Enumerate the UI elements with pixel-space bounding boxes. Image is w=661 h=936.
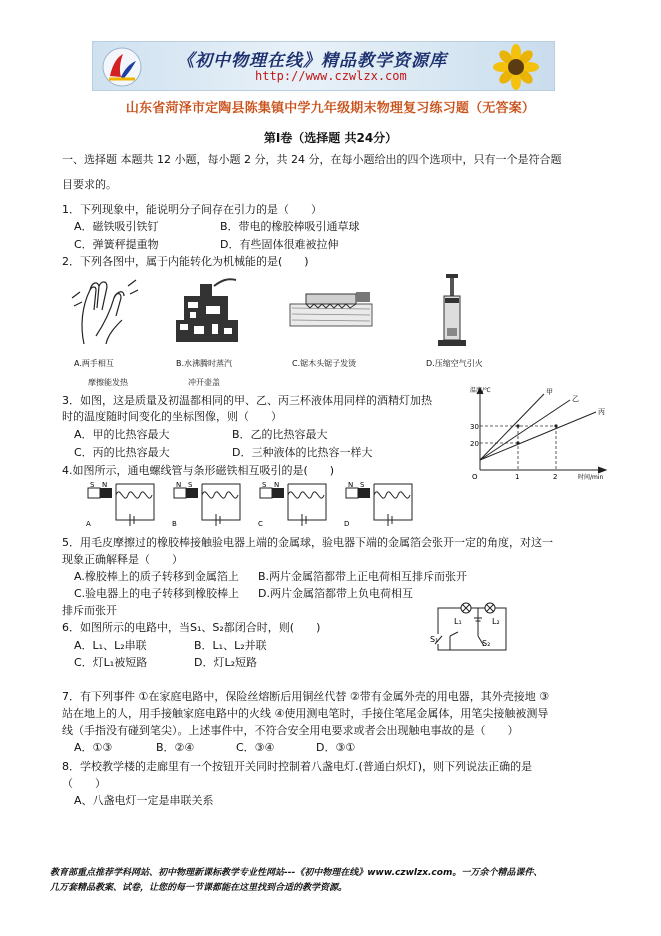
q7-option-c: C．③④ xyxy=(236,741,275,754)
q2-caption-b-1: B.水沸腾时蒸汽 xyxy=(176,359,233,368)
graph-y-tick-30: 30 xyxy=(470,423,479,431)
graph-series-bing: 丙 xyxy=(598,408,605,416)
graph-x-axis-label: 时间/min xyxy=(578,474,604,480)
q3-option-d: D．三种液体的比热容一样大 xyxy=(232,446,373,459)
graph-x-tick-2: 2 xyxy=(553,473,558,480)
graph-y-tick-20: 20 xyxy=(470,440,479,448)
q7-line-2: 站在地上的人，用手接触家庭电路中的火线 ④使用测电笔时，手接住笔尾金属体，用笔尖接触被测导 xyxy=(62,707,549,720)
q2-caption-d: D.压缩空气引火 xyxy=(426,359,483,368)
q1-option-a: A．磁铁吸引铁钉 xyxy=(74,220,159,233)
q3-option-b: B．乙的比热容最大 xyxy=(232,428,328,441)
graph-x-tick-1: 1 xyxy=(515,473,520,480)
q5-option-a: A.橡胶棒上的质子转移到金属箔上 xyxy=(74,570,239,583)
kettle-boiling-icon xyxy=(170,276,244,348)
q6-option-b: B．L₁、L₂并联 xyxy=(194,639,267,652)
q4-stem: 4.如图所示，通电螺线管与条形磁铁相互吸引的是( ) xyxy=(62,464,335,477)
option-label-d: D xyxy=(344,520,350,528)
q6-option-a: A．L₁、L₂串联 xyxy=(74,639,147,652)
q7-option-d: D．③① xyxy=(316,741,356,754)
footer-line-1: 教育部重点推荐学科网站、初中物理新课标教学专业性网站---《初中物理在线》www.czwlzx.com。一万余个精品课件、 xyxy=(50,868,543,878)
pole-d-right: S xyxy=(360,482,365,489)
q5-option-d: D.两片金属箔都带上负电荷相互 xyxy=(258,587,413,600)
circuit-label-s2: S₂ xyxy=(482,639,491,648)
q1-stem: 1．下列现象中，能说明分子间存在引力的是（ ） xyxy=(62,203,322,216)
q6-option-d: D．灯L₂短路 xyxy=(194,656,258,669)
q6-option-c: C．灯L₁被短路 xyxy=(74,656,148,669)
instructions-line-2: 目要求的。 xyxy=(62,178,117,191)
q1-option-c: C．弹簧秤提重物 xyxy=(74,238,159,251)
pole-b-right: S xyxy=(188,482,193,489)
circuit-label-l2: L₂ xyxy=(492,617,500,626)
q5-option-c: C.验电器上的电子转移到橡胶棒上 xyxy=(74,587,240,600)
solenoid-option-b xyxy=(172,482,240,528)
q6-stem: 6．如图所示的电路中，当S₁、S₂都闭合时，则( ) xyxy=(62,621,321,634)
option-label-c: C xyxy=(258,520,263,528)
q3-line-1: 3．如图，这是质量及初温都相同的甲、乙、丙三杯液体用同样的酒精灯加热 xyxy=(62,394,432,407)
graph-series-yi: 乙 xyxy=(572,395,579,403)
q2-caption-a-1: A.两手相互 xyxy=(74,359,114,368)
q8-option-a: A、八盏电灯一定是串联关系 xyxy=(74,794,214,807)
q5-line-1: 5．用毛皮摩擦过的橡胶棒接触验电器上端的金属球，验电器下端的金属箔会张开一定的角度，对这一 xyxy=(62,536,553,549)
site-logo-icon xyxy=(101,46,143,88)
q5-option-d-cont: 排斥而张开 xyxy=(62,604,117,617)
section-title: 第Ⅰ卷（选择题 共24分） xyxy=(263,131,398,145)
pole-c-right: N xyxy=(274,482,280,489)
q2-caption-a-2: 摩擦能发热 xyxy=(88,378,128,387)
q8-line-1: 8．学校教学楼的走廊里有一个按钮开关同时控制着八盏电灯.(普通白炽灯)，则下列说法正确的是 xyxy=(62,760,533,773)
pole-c-left: S xyxy=(262,482,267,489)
q5-line-2: 现象正确解释是（ ） xyxy=(62,553,183,566)
banner-url: http://www.czwlzx.com xyxy=(255,69,407,83)
parallel-circuit-diagram xyxy=(430,600,514,658)
circuit-label-l1: L₁ xyxy=(454,617,462,626)
graph-series-jia: 甲 xyxy=(546,388,553,396)
pole-b-left: N xyxy=(176,482,182,489)
solenoid-option-a xyxy=(86,482,154,528)
rubbing-hands-icon xyxy=(66,276,142,348)
option-label-a: A xyxy=(86,520,91,528)
q8-line-2: （ ） xyxy=(62,777,106,790)
q3-line-2: 时的温度随时间变化的坐标图像，则（ ） xyxy=(62,410,282,423)
sunflower-icon xyxy=(486,44,546,90)
q7-line-3: 线（手指没有碰到笔尖）。上述事件中，不符合安全用电要求或者会出现触电事故的是（ ） xyxy=(62,724,519,737)
footer-text xyxy=(50,866,542,896)
graph-origin-label: O xyxy=(472,473,478,480)
solenoid-option-c xyxy=(258,482,326,528)
q5-option-b: B.两片金属箔都带上正电荷相互排斥而张开 xyxy=(258,570,468,583)
air-compression-cylinder-icon xyxy=(432,272,472,350)
q7-option-b: B．②④ xyxy=(156,741,195,754)
pole-a-left: S xyxy=(90,482,95,489)
q2-caption-c: C.锯木头锯子发烫 xyxy=(292,359,357,368)
pole-a-right: N xyxy=(102,482,108,489)
q3-option-c: C．丙的比热容最大 xyxy=(74,446,170,459)
graph-y-axis-label: 温度/℃ xyxy=(470,387,491,394)
footer-line-2: 几万套精品教案、试卷，让您的每一节课都能在这里找到合适的教学资源。 xyxy=(50,883,348,893)
solenoid-magnet-diagrams xyxy=(84,482,424,530)
saw-wood-icon xyxy=(288,290,374,338)
pole-d-left: N xyxy=(348,482,354,489)
q2-stem: 2．下列各图中，属于内能转化为机械能的是( ) xyxy=(62,255,309,268)
document-title: 山东省菏泽市定陶县陈集镇中学九年级期末物理复习练习题（无答案） xyxy=(125,101,536,116)
q1-option-b: B．带电的橡胶棒吸引通草球 xyxy=(220,220,360,233)
temperature-time-graph xyxy=(466,384,612,480)
q1-option-d: D．有些固体很难被拉伸 xyxy=(220,238,339,251)
banner-title: 《初中物理在线》精品教学资源库 xyxy=(177,51,447,71)
circuit-label-s1: S₁ xyxy=(430,635,439,644)
q7-line-1: 7．有下列事件 ①在家庭电路中，保险丝熔断后用铜丝代替 ②带有金属外壳的用电器，其外壳接地 ③ xyxy=(62,690,550,703)
option-label-b: B xyxy=(172,520,177,528)
instructions-line-1: 一、选择题 本题共 12 小题，每小题 2 分，共 24 分，在每小题给出的四个选项中，只有一个是符合题 xyxy=(62,153,562,166)
header-banner xyxy=(92,41,555,91)
q7-option-a: A．①③ xyxy=(74,741,113,754)
q3-option-a: A．甲的比热容最大 xyxy=(74,428,170,441)
q2-caption-b-2: 冲开壶盖 xyxy=(188,378,220,387)
solenoid-option-d xyxy=(344,482,412,528)
